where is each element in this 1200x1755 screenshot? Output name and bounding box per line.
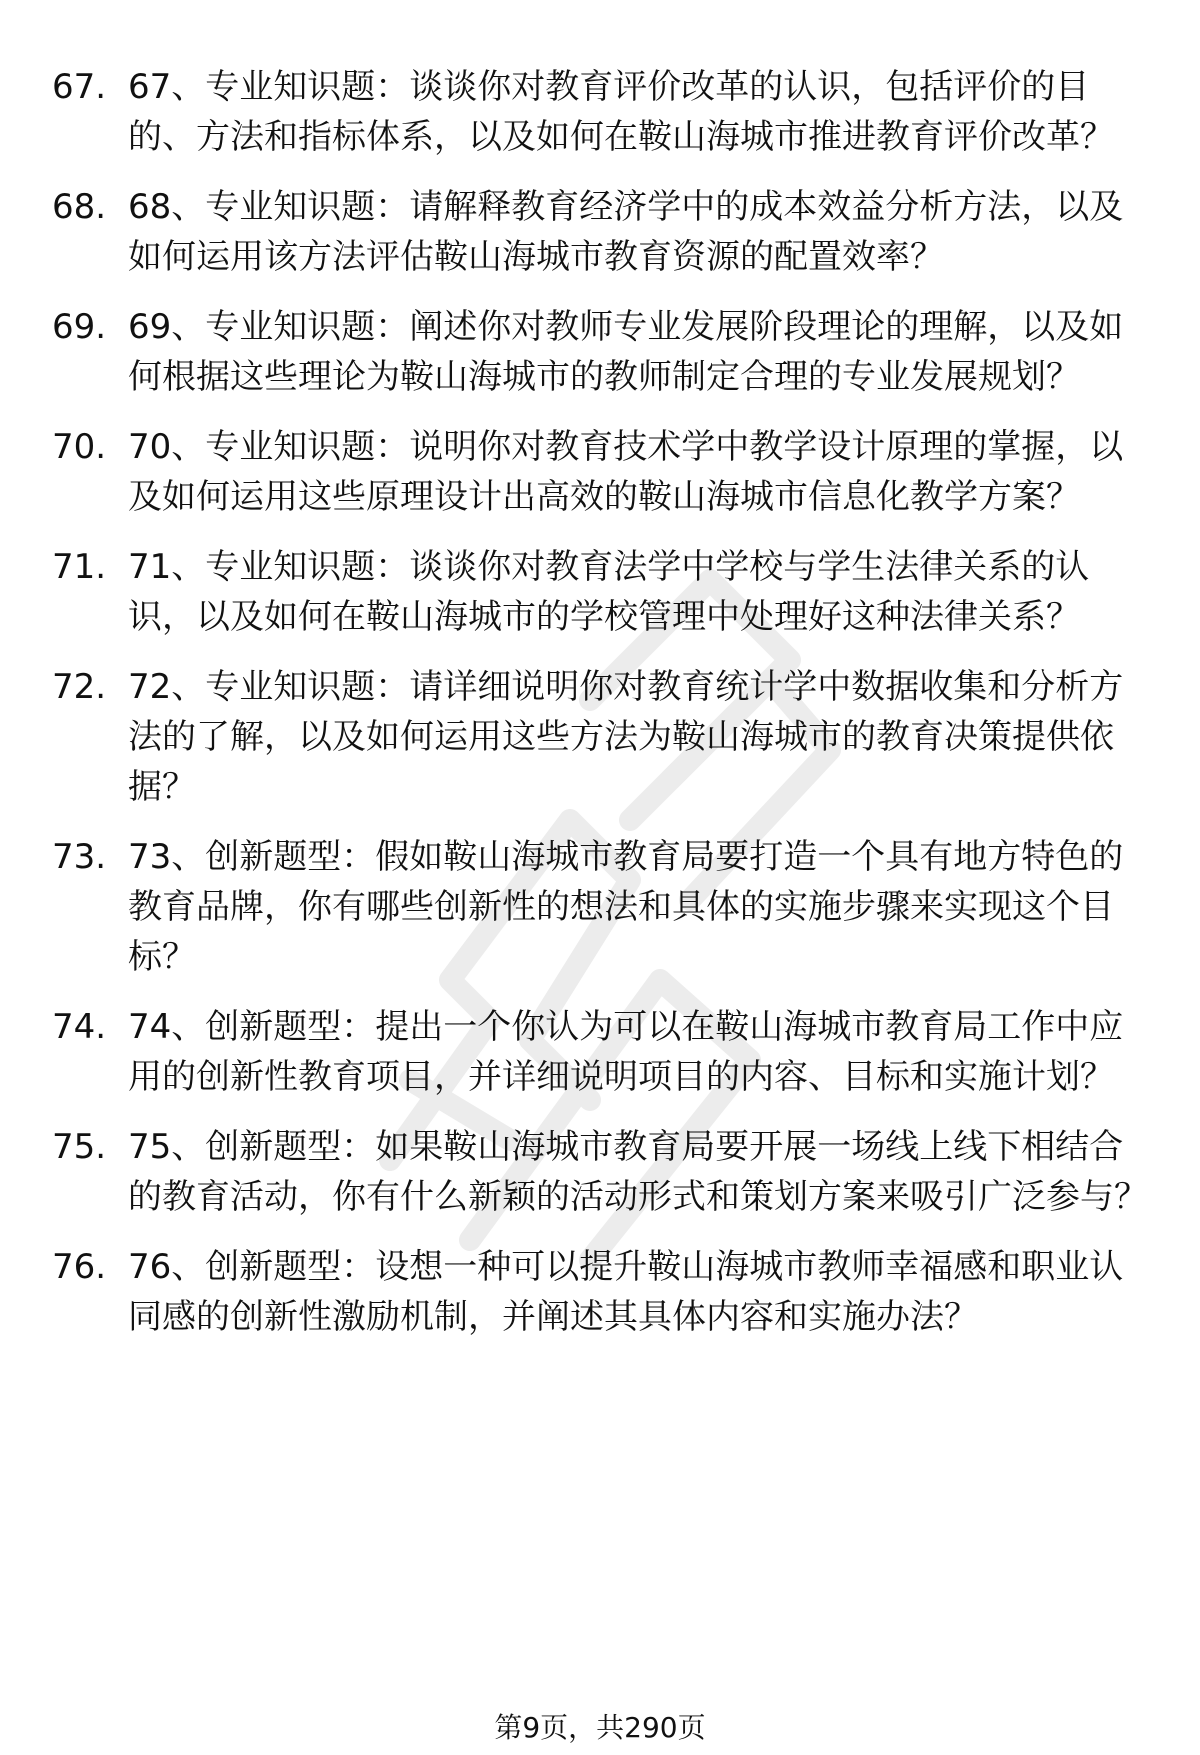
question-item-70 (0, 422, 1200, 522)
question-text: 73、创新题型：假如鞍山海城市教育局要打造一个具有地方特色的教育品牌，你有哪些创新性的想法和具体的实施步骤来实现这个目标？ (128, 837, 1124, 977)
question-number: 69. (52, 307, 107, 347)
question-text: 69、专业知识题：阐述你对教师专业发展阶段理论的理解，以及如何根据这些理论为鞍山海城市的教师制定合理的专业发展规划？ (128, 307, 1124, 397)
question-text: 71、专业知识题：谈谈你对教育法学中学校与学生法律关系的认识，以及如何在鞍山海城市的学校管理中处理好这种法律关系？ (128, 547, 1090, 637)
page-footer: 第9页，共290页 (494, 1711, 706, 1744)
question-text: 72、专业知识题：请详细说明你对教育统计学中数据收集和分析方法的了解，以及如何运用这些方法为鞍山海城市的教育决策提供依据？ (128, 667, 1124, 807)
question-number: 68. (52, 187, 107, 227)
question-text: 76、创新题型：设想一种可以提升鞍山海城市教师幸福感和职业认同感的创新性激励机制，并阐述其具体内容和实施办法？ (128, 1247, 1124, 1337)
question-item-67 (0, 62, 1200, 162)
question-text: 70、专业知识题：说明你对教育技术学中教学设计原理的掌握，以及如何运用这些原理设计出高效的鞍山海城市信息化教学方案？ (128, 427, 1124, 517)
question-number: 76. (52, 1247, 107, 1287)
question-text: 68、专业知识题：请解释教育经济学中的成本效益分析方法，以及如何运用该方法评估鞍山海城市教育资源的配置效率？ (128, 187, 1124, 277)
question-item-71 (0, 542, 1200, 642)
question-text: 74、创新题型：提出一个你认为可以在鞍山海城市教育局工作中应用的创新性教育项目，并详细说明项目的内容、目标和实施计划？ (128, 1007, 1124, 1097)
question-item-75 (0, 1122, 1200, 1222)
question-item-68 (0, 182, 1200, 282)
question-text: 75、创新题型：如果鞍山海城市教育局要开展一场线上线下相结合的教育活动，你有什么新颖的活动形式和策划方案来吸引广泛参与？ (128, 1127, 1148, 1217)
question-number: 70. (52, 427, 107, 467)
question-number: 75. (52, 1127, 107, 1167)
question-number: 74. (52, 1007, 107, 1047)
question-number: 71. (52, 547, 107, 587)
question-item-73 (0, 832, 1200, 982)
question-item-76 (0, 1242, 1200, 1342)
question-number: 67. (52, 67, 107, 107)
question-number: 73. (52, 837, 107, 877)
question-item-69 (0, 302, 1200, 402)
question-text: 67、专业知识题：谈谈你对教育评价改革的认识，包括评价的目的、方法和指标体系，以及如何在鞍山海城市推进教育评价改革？ (128, 67, 1114, 157)
question-item-74 (0, 1002, 1200, 1102)
question-list (0, 62, 1200, 1362)
question-number: 72. (52, 667, 107, 707)
question-item-72 (0, 662, 1200, 812)
